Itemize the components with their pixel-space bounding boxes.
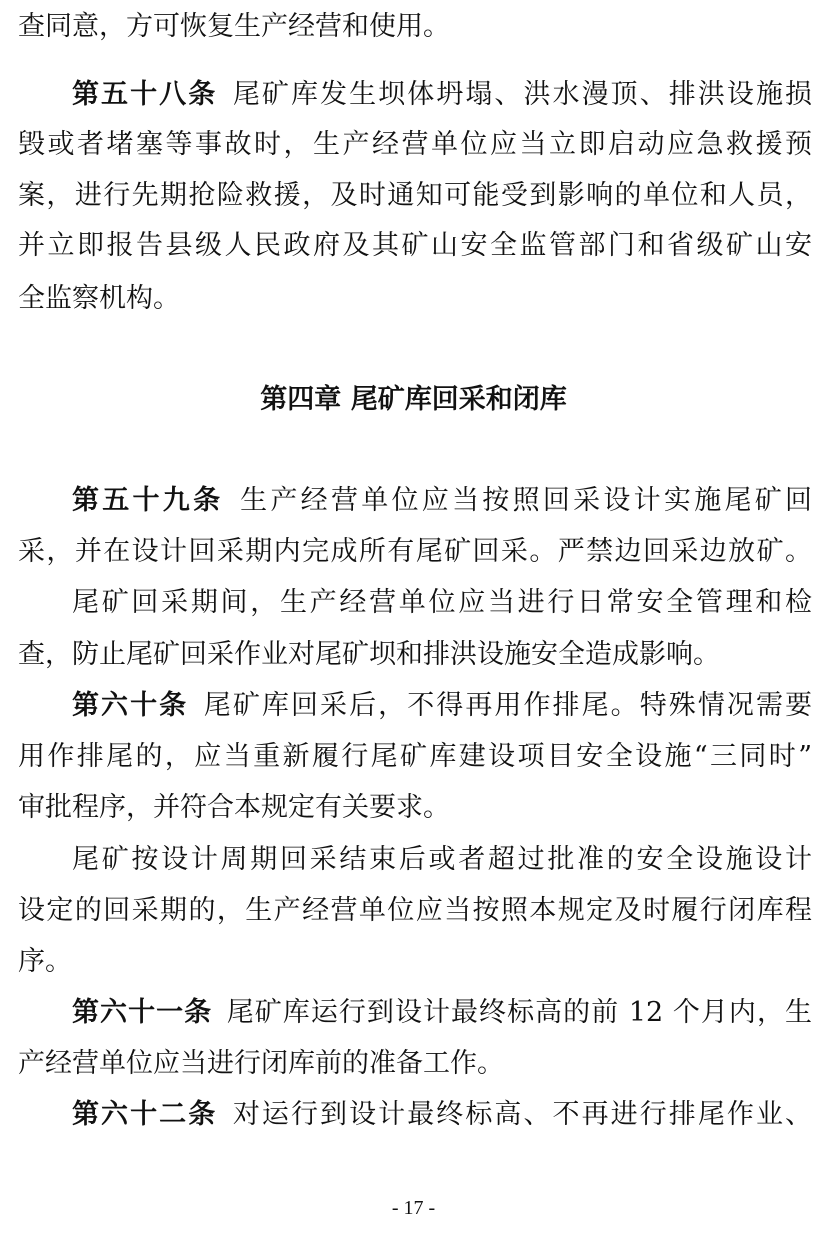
chapter-heading: 第四章 尾矿库回采和闭库 xyxy=(260,384,567,415)
text-line: 全监察机构。 xyxy=(18,283,180,314)
text-line: 产经营单位应当进行闭库前的准备工作。 xyxy=(18,1048,504,1079)
article-59-line-1 xyxy=(18,486,812,516)
text-line: 审批程序，并符合本规定有关要求。 xyxy=(18,792,450,823)
article-58-heading: 第五十八条 xyxy=(72,79,218,110)
text-line: 用作排尾的，应当重新履行尾矿库建设项目安全设施“三同时” xyxy=(18,741,812,772)
article-62-line-1 xyxy=(18,1100,812,1130)
article-60-heading: 第六十条 xyxy=(72,690,189,721)
text-line: 毁或者堵塞等事故时，生产经营单位应当立即启动应急救援预 xyxy=(18,129,812,160)
article-60-text: 尾矿库回采后，不得再用作排尾。特殊情况需要 xyxy=(201,690,813,721)
article-59-text: 生产经营单位应当按照回采设计实施尾矿回 xyxy=(236,485,813,516)
article-58-text: 尾矿库发生坝体坍塌、洪水漫顶、排洪设施损 xyxy=(230,79,813,110)
paragraph-text: 尾矿回采期间，生产经营单位应当进行日常安全管理和检 xyxy=(72,587,812,618)
text-line: 设定的回采期的，生产经营单位应当按照本规定及时履行闭库程 xyxy=(18,895,812,926)
article-58-line-1 xyxy=(18,80,812,110)
page-number: - 17 - xyxy=(391,1197,436,1219)
article-61-text: 尾矿库运行到设计最终标高的前 12 个月内，生 xyxy=(225,997,812,1028)
article-59-heading: 第五十九条 xyxy=(72,485,224,516)
text-line xyxy=(18,845,812,875)
article-62-text: 对运行到设计最终标高、不再进行排尾作业、 xyxy=(230,1099,813,1130)
paragraph-text: 尾矿按设计周期回采结束后或者超过批准的安全设施设计 xyxy=(72,844,812,875)
text-line: 采，并在设计回采期内完成所有尾矿回采。严禁边回采边放矿。 xyxy=(18,536,812,567)
text-line: 查同意，方可恢复生产经营和使用。 xyxy=(18,11,450,42)
article-60-line-1 xyxy=(18,691,812,721)
article-61-line-1 xyxy=(18,998,812,1028)
text-line: 查，防止尾矿回采作业对尾矿坝和排洪设施安全造成影响。 xyxy=(18,639,720,670)
text-line: 序。 xyxy=(18,946,72,977)
text-line: 案，进行先期抢险救援，及时通知可能受到影响的单位和人员， xyxy=(18,180,812,211)
text-line xyxy=(18,588,812,618)
article-62-heading: 第六十二条 xyxy=(72,1099,218,1130)
article-61-heading: 第六十一条 xyxy=(72,997,213,1028)
text-line: 并立即报告县级人民政府及其矿山安全监管部门和省级矿山安 xyxy=(18,230,812,261)
